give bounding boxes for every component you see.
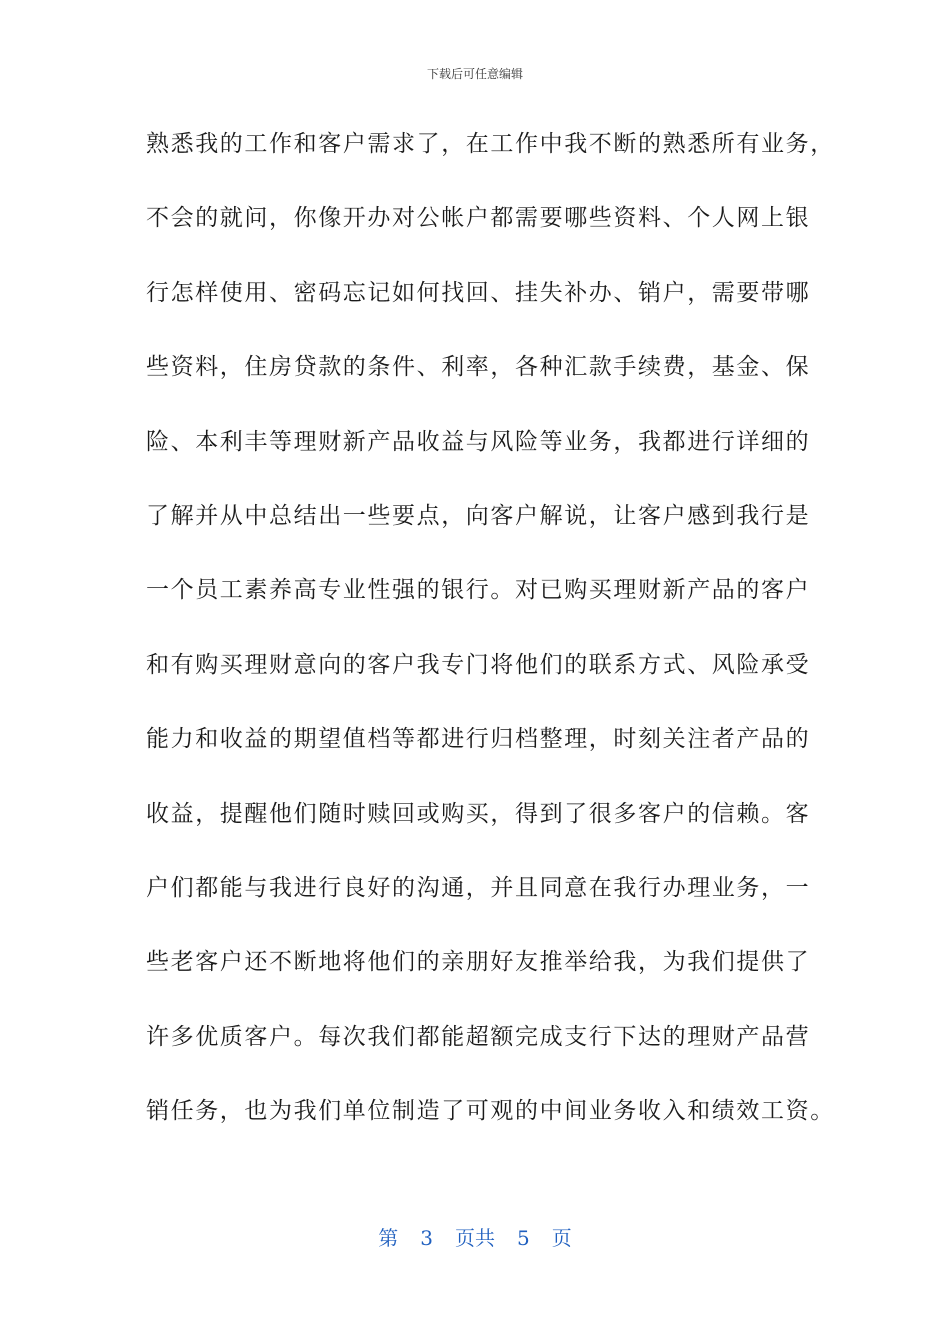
total-pages: 5 [517,1226,530,1250]
page-number: 3 [420,1226,433,1250]
page-suffix: 页 [551,1226,572,1250]
text-line: 许多优质客户。每次我们都能超额完成支行下达的理财产品营 [146,1023,811,1050]
text-line: 行怎样使用、密码忘记如何找回、挂失补办、销户，需要带哪 [146,279,811,306]
total-label: 页共 [455,1226,495,1250]
text-line: 销任务，也为我们单位制造了可观的中间业务收入和绩效工资。 [146,1098,835,1125]
text-line: 些资料，住房贷款的条件、利率，各种汇款手续费，基金、保 [146,354,811,381]
text-line: 收益，提醒他们随时赎回或购买，得到了很多客户的信赖。客 [146,800,811,827]
text-line: 户们都能与我进行良好的沟通，并且同意在我行办理业务，一 [146,874,811,901]
text-line: 熟悉我的工作和客户需求了，在工作中我不断的熟悉所有业务， [146,131,835,157]
text-line: 一个员工素养高专业性强的银行。对已购买理财新产品的客户 [146,577,811,604]
page-footer [0,1224,950,1252]
text-line: 能力和收益的期望值档等都进行归档整理，时刻关注者产品的 [146,726,811,753]
text-line: 些老客户还不断地将他们的亲朋好友推举给我，为我们提供了 [146,949,811,976]
document-body [146,124,835,1165]
page-header: 下载后可任意编辑 [426,67,523,81]
text-line: 险、本利丰等理财新产品收益与风险等业务，我都进行详细的 [146,428,811,455]
text-line: 不会的就问，你像开办对公帐户都需要哪些资料、个人网上银 [146,205,811,232]
page-label: 第 [378,1226,399,1250]
text-line: 和有购买理财意向的客户我专门将他们的联系方式、风险承受 [146,651,811,678]
text-line: 了解并从中总结出一些要点，向客户解说，让客户感到我行是 [146,502,811,529]
